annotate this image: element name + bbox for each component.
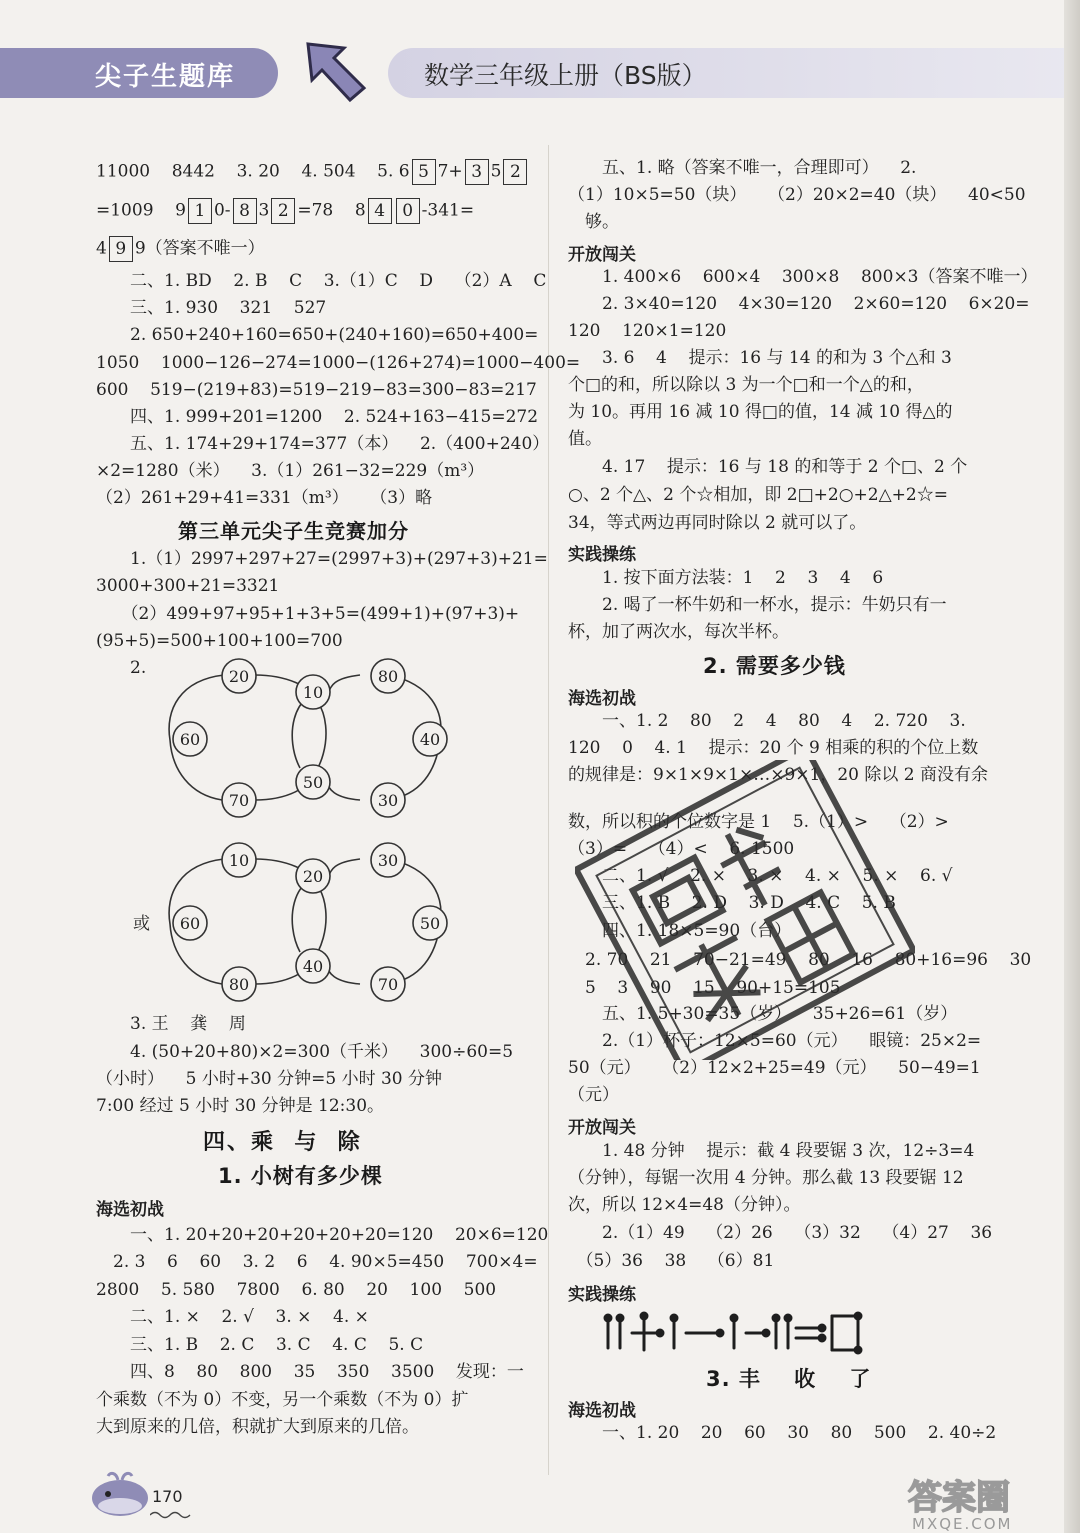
text-line: （2）499+97+95+1+3+5=(499+1)+(97+3)+ — [96, 604, 520, 624]
node-value: 40 — [419, 730, 441, 749]
text-line: 2800 5. 580 7800 6. 80 20 100 500 — [96, 1280, 497, 1300]
text-line: 五、1. 略（答案不唯一，合理即可） 2. — [568, 158, 917, 178]
text-line: 一、1. 2 80 2 4 80 4 2. 720 3. — [568, 711, 966, 731]
text-line: 一、1. 20 20 60 30 80 500 2. 40÷2 — [568, 1423, 997, 1443]
whale-icon — [88, 1468, 152, 1518]
text-line: 次，所以 12×4=48（分钟）。 — [568, 1195, 801, 1215]
text-line: 1.（1）2997+297+27=(2997+3)+(297+3)+21= — [96, 549, 548, 569]
text-line: 三、1. B 2. D 3. D 4. C 5. B — [568, 893, 896, 913]
text-line: 杯，加了两次水，每次半杯。 — [568, 622, 789, 642]
node-value: 10 — [228, 851, 250, 870]
text-line: （元） — [568, 1085, 619, 1105]
node-value: 80 — [377, 667, 399, 686]
text-line: 2.（1）49 （2）26 （3）32 （4）27 36 — [568, 1223, 993, 1243]
text-line: 1. 按下面方法装：1 2 3 4 6 — [568, 568, 884, 588]
text-line: 三、1. 930 321 527 — [96, 298, 327, 318]
text-line: 4. 17 提示：16 与 18 的和等于 2 个□、2 个 — [568, 457, 968, 477]
or-label: 或 — [133, 914, 150, 934]
text-line: （分钟），每锯一次用 4 分钟。那么截 13 段要锯 12 — [568, 1168, 964, 1188]
header-book-band — [388, 48, 1080, 98]
node-value: 30 — [377, 851, 399, 870]
column-divider — [548, 145, 549, 1475]
text-line: 为 10。再用 16 减 10 得□的值，14 减 10 得△的 — [568, 402, 953, 422]
text-line: 4. (50+20+80)×2=300（千米） 300÷60=5 — [96, 1042, 514, 1062]
text-line: 个□的和，所以除以 3 为一个□和一个△的和， — [568, 375, 924, 395]
node-value: 50 — [302, 773, 324, 792]
text-line: （1）10×5=50（块） （2）20×2=40（块） 40<50 — [568, 185, 1026, 205]
text-line: 四、1. 999+201=1200 2. 524+163−415=272 — [96, 407, 539, 427]
node-value: 30 — [377, 791, 399, 810]
text-line: ×2=1280（米） 3.（1）261−32=229（m³） — [96, 461, 485, 481]
text-line: 二、1. BD 2. B C 3.（1）C D （2）A C — [96, 271, 547, 291]
section-heading: 开放闯关 — [568, 245, 636, 265]
text-line: 50（元） （2）12×2+25=49（元） 50−49=1 — [568, 1058, 981, 1078]
lesson-title: 3. 丰 收 了 — [706, 1367, 872, 1391]
header-book-title: 数学三年级上册（BS版） — [424, 61, 707, 90]
text-line: 2. 3×40=120 4×30=120 2×60=120 6×20= — [568, 294, 1030, 314]
text-line: 够。 — [568, 212, 619, 232]
header-brand: 尖子生题库 — [95, 62, 236, 92]
svg-text:MXQE.COM: MXQE.COM — [912, 1515, 1013, 1533]
text-line: （3）= （4）< 6. 1500 — [568, 839, 795, 859]
text-line: 一、1. 20+20+20+20+20+20=120 20×6=120 — [96, 1225, 549, 1245]
text-line: 3000+300+21=3321 — [96, 576, 280, 596]
section-heading: 实践操练 — [568, 545, 636, 565]
node-value: 60 — [179, 914, 201, 933]
text-line: 三、1. B 2. C 3. C 4. C 5. C — [96, 1335, 424, 1355]
seal-stamp — [575, 760, 915, 1060]
contest-title: 第三单元尖子生竞赛加分 — [178, 519, 409, 543]
node-value: 10 — [302, 683, 324, 702]
text-line: 2.（1）杯子：12×5=60（元） 眼镜：25×2= — [568, 1031, 982, 1051]
node-value: 70 — [228, 791, 250, 810]
text-line: 34，等式两边再同时除以 2 就可以了。 — [568, 513, 867, 533]
left-line-1: 11000 8442 3. 20 4. 504 5. 6 5 7+ 3 5 2 — [96, 159, 529, 185]
text-line: 值。 — [568, 429, 602, 449]
circle-diagram-2 — [160, 834, 450, 1014]
page-edge — [1064, 0, 1080, 1533]
text-line: （2）261+29+41=331（m³） （3）略 — [96, 488, 433, 508]
text-line: ○、2 个△、2 个☆相加，即 2□+2○+2△+2☆= — [568, 485, 948, 505]
chapter-title: 四、乘 与 除 — [203, 1130, 362, 1155]
lesson-title: 1. 小树有多少棵 — [218, 1164, 383, 1188]
section-heading: 海选初战 — [568, 689, 636, 709]
text-line: 四、8 80 800 35 350 3500 发现：一 — [96, 1362, 524, 1382]
text-line: （小时） 5 小时+30 分钟=5 小时 30 分钟 — [96, 1069, 443, 1089]
text-line: 3. 6 4 提示：16 与 14 的和为 3 个△和 3 — [568, 348, 952, 368]
text-line: 5 3 90 15 90+15=105 — [568, 978, 841, 998]
text-line: 2. — [96, 658, 147, 678]
circle-diagram-1 — [160, 650, 450, 830]
arrow-up-left-icon — [300, 38, 370, 106]
node-value: 60 — [179, 730, 201, 749]
node-value: 50 — [419, 914, 441, 933]
lesson-title: 2. 需要多少钱 — [703, 654, 846, 678]
text-line: (95+5)=500+100+100=700 — [96, 631, 343, 651]
text-line: 五、1. 174+29+174=377（本） 2.（400+240） — [96, 434, 550, 454]
page-number: 170 — [152, 1487, 183, 1506]
text-line: 600 519−(219+83)=519−219−83=300−83=217 — [96, 380, 537, 400]
left-line-3: 4 9 9（答案不唯一） — [96, 236, 265, 262]
text-line: 二、1. × 2. √ 3. × 4. × — [96, 1307, 369, 1327]
node-value: 70 — [377, 975, 399, 994]
node-value: 20 — [228, 667, 250, 686]
wave-icon — [150, 1510, 195, 1520]
section-heading: 实践操练 — [568, 1285, 636, 1305]
watermark-logo — [900, 1475, 1070, 1533]
node-value: 80 — [228, 975, 250, 994]
text-line: 2. 70 21 70−21=49 80 16 80+16=96 30 — [568, 950, 1032, 970]
left-line-2: =1009 9 1 0- 8 3 2 =78 8 4 0 -341= — [96, 198, 474, 224]
text-line: 四、1. 18×5=90（台） — [568, 921, 792, 941]
text-line: 2. 3 6 60 3. 2 6 4. 90×5=450 700×4= — [96, 1252, 538, 1272]
text-line: 大到原来的几倍，积就扩大到原来的几倍。 — [96, 1417, 419, 1437]
matchstick-puzzle — [600, 1310, 865, 1356]
text-line: 个乘数（不为 0）不变，另一个乘数（不为 0）扩 — [96, 1390, 469, 1410]
text-line: （5）36 38 （6）81 — [568, 1251, 775, 1271]
text-line: 120 0 4. 1 提示：20 个 9 相乘的积的个位上数 — [568, 738, 979, 758]
text-line: 二、1. √ 2. × 3. × 4. × 5. × 6. √ — [568, 866, 953, 886]
text-line: 1. 400×6 600×4 300×8 800×3（答案不唯一） — [568, 267, 1038, 287]
node-value: 40 — [302, 957, 324, 976]
section-heading: 开放闯关 — [568, 1118, 636, 1138]
text-line: 120 120×1=120 — [568, 321, 727, 341]
text-line: 7:00 经过 5 小时 30 分钟是 12:30。 — [96, 1096, 385, 1116]
section-heading: 海选初战 — [96, 1200, 164, 1220]
svg-text:答案圈: 答案圈 — [908, 1478, 1010, 1518]
text-line: 的规律是：9×1×9×1×…×9×1，20 除以 2 商没有余 — [568, 765, 989, 785]
text-line: 1. 48 分钟 提示：截 4 段要锯 3 次，12÷3=4 — [568, 1141, 975, 1161]
header-brand-band — [0, 48, 278, 98]
text-line: 2. 喝了一杯牛奶和一杯水，提示：牛奶只有一 — [568, 595, 947, 615]
text-line: 五、1. 5+30=35（岁） 35+26=61（岁） — [568, 1004, 958, 1024]
text-line: 3. 王 龚 周 — [96, 1014, 246, 1034]
node-value: 20 — [302, 867, 324, 886]
text-line: 1050 1000−126−274=1000−(126+274)=1000−400= — [96, 353, 581, 373]
text-line: 数，所以积的个位数字是 1 5.（1）> （2）> — [568, 812, 949, 832]
text-line: 2. 650+240+160=650+(240+160)=650+400= — [96, 325, 539, 345]
section-heading: 海选初战 — [568, 1401, 636, 1421]
